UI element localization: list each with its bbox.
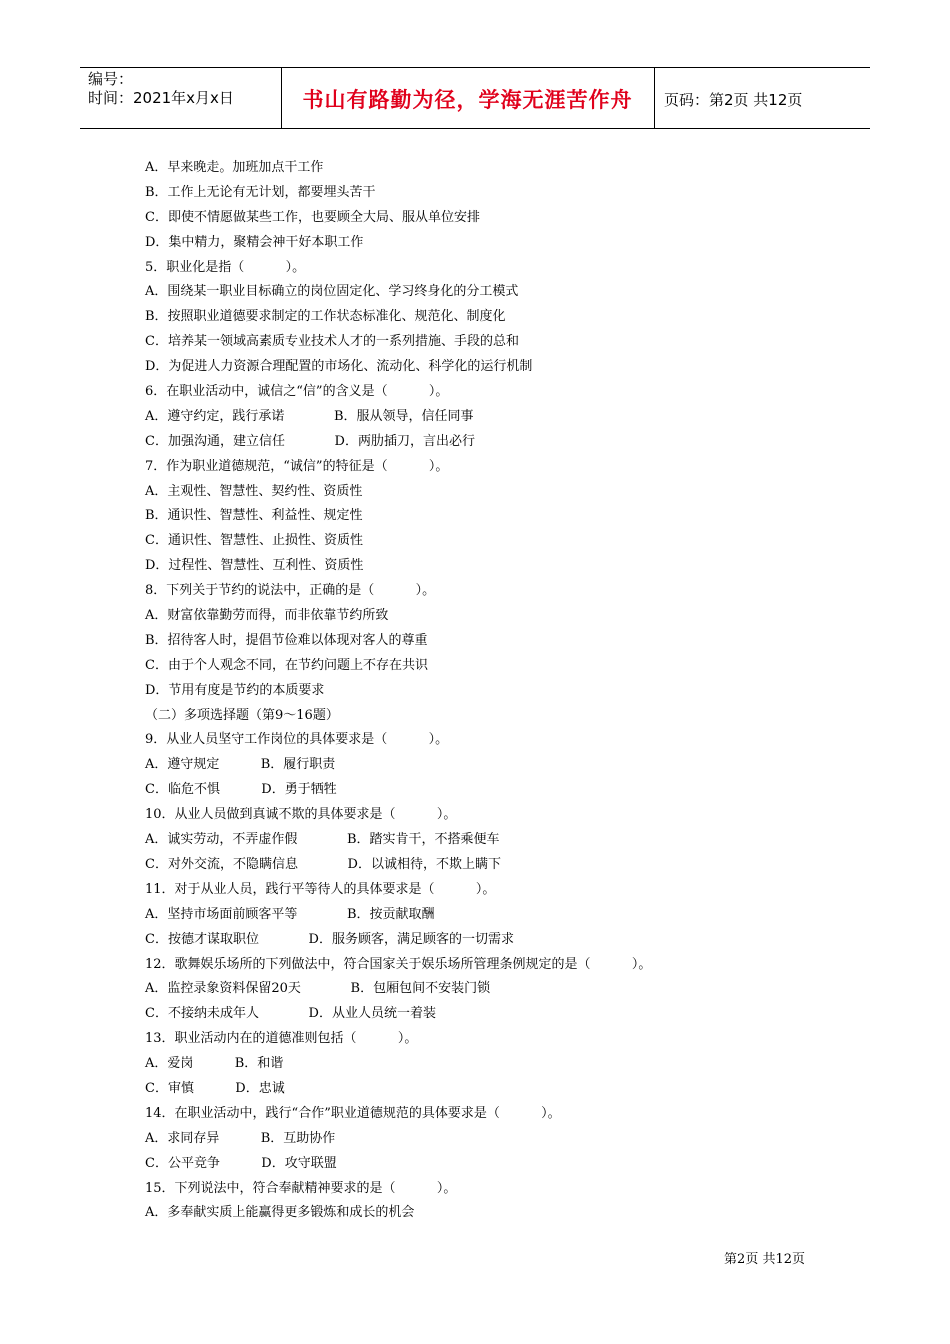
text-line: 13．职业活动内在的道德准则包括（ ）。: [145, 1031, 418, 1047]
text-line: 11．对于从业人员，践行平等待人的具体要求是（ ）。: [145, 881, 496, 897]
text-line: A．遵守规定 B．履行职责: [145, 757, 336, 773]
text-line: B．招待客人时，提倡节俭难以体现对客人的尊重: [145, 632, 428, 648]
text-line: 6．在职业活动中，诚信之“信”的含义是（ ）。: [145, 384, 449, 400]
text-line: B．工作上无论有无计划，都要埋头苦干: [145, 184, 376, 200]
header-number: 编号：: [88, 70, 134, 88]
text-line: A．主观性、智慧性、契约性、资质性: [145, 483, 363, 499]
text-line: A．围绕某一职业目标确立的岗位固定化、学习终身化的分工模式: [145, 284, 519, 300]
text-line: A．求同存异 B．互助协作: [145, 1130, 336, 1146]
text-line: 14．在职业活动中，践行“合作”职业道德规范的具体要求是（ ）。: [145, 1105, 561, 1121]
document-body: [145, 156, 845, 1226]
text-line: C．加强沟通，建立信任 D．两肋插刀，言出必行: [145, 433, 475, 449]
text-line: 10．从业人员做到真诚不欺的具体要求是（ ）。: [145, 807, 457, 823]
header-divider-right: [654, 67, 655, 129]
header-page-info: 页码：第2页 共12页: [664, 91, 803, 109]
text-line: 5．职业化是指（ ）。: [145, 259, 306, 275]
text-line: D．为促进人力资源合理配置的市场化、流动化、科学化的运行机制: [145, 359, 533, 375]
text-line: A．诚实劳动，不弄虚作假 B．踏实肯干，不搭乘便车: [145, 832, 500, 848]
header-motto: 书山有路勤为径，学海无涯苦作舟: [302, 88, 633, 112]
text-line: A．多奉献实质上能赢得更多锻炼和成长的机会: [145, 1205, 415, 1221]
text-line: C．即使不情愿做某些工作，也要顾全大局、服从单位安排: [145, 209, 480, 225]
header-bottom-rule: [80, 128, 870, 129]
text-line: B．按照职业道德要求制定的工作状态标准化、规范化、制度化: [145, 309, 506, 325]
text-line: 8．下列关于节约的说法中，正确的是（ ）。: [145, 583, 436, 599]
text-line: A．财富依靠勤劳而得，而非依靠节约所致: [145, 608, 389, 624]
text-line: A．遵守约定，践行承诺 B．服从领导，信任同事: [145, 408, 474, 424]
text-line: C．培养某一领域高素质专业技术人才的一系列措施、手段的总和: [145, 334, 519, 350]
text-line: 15．下列说法中，符合奉献精神要求的是（ ）。: [145, 1180, 457, 1196]
page-footer: 第2页 共12页: [724, 1252, 805, 1267]
text-line: C．对外交流，不隐瞒信息 D．以诚相待，不欺上瞒下: [145, 856, 501, 872]
text-line: A．监控录象资料保留20天 B．包厢包间不安装门锁: [145, 981, 491, 997]
text-line: C．由于个人观念不同，在节约问题上不存在共识: [145, 657, 428, 673]
text-line: 7．作为职业道德规范，“诚信”的特征是（ ）。: [145, 458, 449, 474]
text-line: （二）多项选择题（第9～16题）: [145, 707, 339, 723]
text-line: 12．歌舞娱乐场所的下列做法中，符合国家关于娱乐场所管理条例规定的是（ ）。: [145, 956, 652, 972]
text-line: C．临危不惧 D．勇于牺牲: [145, 782, 337, 798]
text-line: D．集中精力，聚精会神干好本职工作: [145, 234, 364, 250]
text-line: A．坚持市场面前顾客平等 B．按贡献取酬: [145, 906, 435, 922]
header-meta: [88, 70, 234, 108]
text-line: A．爱岗 B．和谐: [145, 1056, 284, 1072]
text-line: D．过程性、智慧性、互利性、资质性: [145, 558, 364, 574]
text-line: C．公平竞争 D．攻守联盟: [145, 1155, 337, 1171]
header-top-rule: [80, 67, 870, 68]
text-line: C．审慎 D．忠诚: [145, 1080, 285, 1096]
text-line: C．不接纳未成年人 D．从业人员统一着装: [145, 1006, 436, 1022]
text-line: C．通识性、智慧性、止损性、资质性: [145, 533, 363, 549]
text-line: D．节用有度是节约的本质要求: [145, 682, 325, 698]
text-line: 9．从业人员坚守工作岗位的具体要求是（ ）。: [145, 732, 449, 748]
text-line: A．早来晚走。加班加点干工作: [145, 160, 324, 175]
header-time: 时间：2021年x月x日: [88, 89, 234, 107]
text-line: C．按德才谋取职位 D．服务顾客，满足顾客的一切需求: [145, 931, 514, 947]
text-line: B．通识性、智慧性、利益性、规定性: [145, 508, 363, 524]
